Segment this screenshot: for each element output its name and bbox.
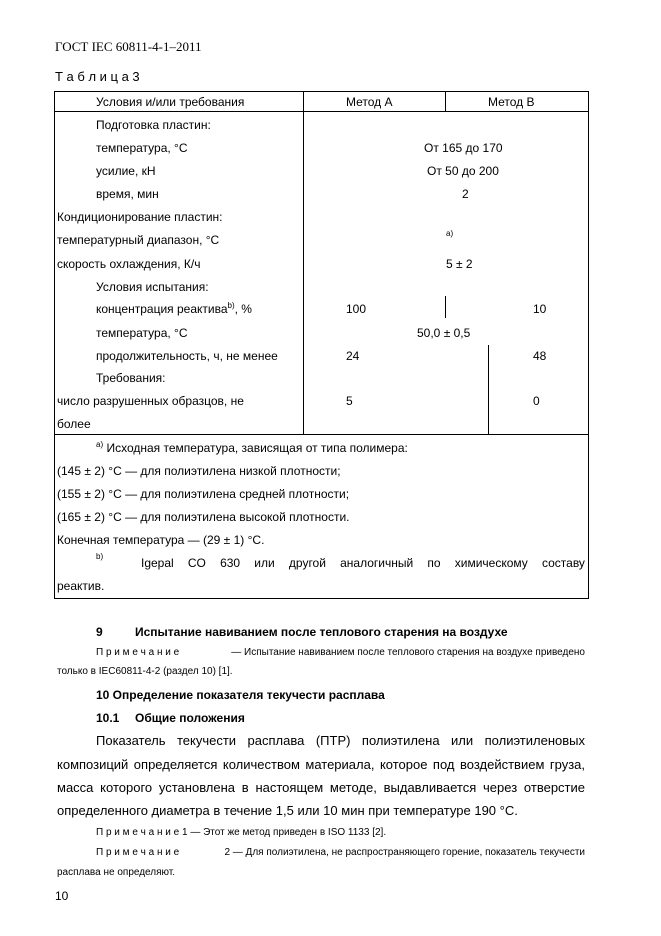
row-time-value: 2 <box>462 187 469 201</box>
row-cooling-rate-label: скорость охлаждения, К/ч <box>57 257 201 271</box>
row-test-conditions: Условия испытания: <box>96 280 209 294</box>
header-method-a: Метод А <box>346 95 393 109</box>
header-method-b: Метод В <box>488 95 535 109</box>
row-duration-method-b: 48 <box>533 349 547 363</box>
section-9-note-line2: только в IEC60811-4-2 (раздел 10) [1]. <box>57 666 233 677</box>
footnote-b-line: Igepal CO 630 или другой аналогичный по химическому составу <box>141 556 585 570</box>
footnote-final-temp: Конечная температура — (29 ± 1) °С. <box>57 533 265 547</box>
row-temp-range-label: температурный диапазон, °С <box>57 233 220 247</box>
footnote-a-low: (145 ± 2) °С — для полиэтилена низкой плотности; <box>57 464 341 478</box>
section-10-1-title: Общие положения <box>135 711 245 725</box>
row-test-temp-value: 50,0 ± 0,5 <box>417 326 471 340</box>
paragraph-line-1: Показатель текучести расплава (ПТР) полиэтилена или полиэтиленовых <box>96 733 585 748</box>
section-9-number: 9 <box>96 625 103 639</box>
paragraph-line-4: определенного диаметра в течение 1,5 или 10 мин при температуре 190 °С. <box>57 803 518 818</box>
page-number: 10 <box>55 889 69 903</box>
row-temp-range-footnote: a) <box>446 229 454 238</box>
section-10-1-number: 10.1 <box>96 711 120 725</box>
row-time-label: время, мин <box>96 187 159 201</box>
paragraph-line-2: композиций определяется количеством материала, которое под воздействием груза, <box>57 757 585 772</box>
section-9-title: Испытание навиванием после теплового старения на воздухе <box>135 625 508 639</box>
row-temperature-label: температура, °С <box>96 141 188 155</box>
row-force-label: усилие, кН <box>96 164 156 178</box>
row-duration-method-a: 24 <box>346 349 360 363</box>
section-9-note: П р и м е ч а н и е — Испытание навиванием после теплового старения на воздухе приведено <box>96 647 585 658</box>
document-id: ГОСТ IEC 60811-4-1–2011 <box>55 39 202 54</box>
header-conditions: Условия и/или требования <box>96 95 245 109</box>
row-failed-label-1: число разрушенных образцов, не <box>57 394 244 408</box>
row-failed-label-2: более <box>57 417 91 431</box>
row-temperature-value: От 165 до 170 <box>424 141 503 155</box>
section-10-note-2-line2: расплава не определяют. <box>57 867 176 878</box>
footnote-b-marker: b) <box>96 552 104 561</box>
paragraph-line-3: масса которого установлена в настоящем методе, выдавливается через отверстие <box>57 780 585 795</box>
section-10-title: 10 Определение показателя текучести расплава <box>96 688 385 702</box>
row-reagent-method-a: 100 <box>346 302 367 316</box>
row-requirements: Требования: <box>96 371 166 385</box>
footnote-a: $^{a)}$ Исходная температура, зависящая от типа полимера: <box>96 440 408 455</box>
row-test-temp-label: температура, °С <box>96 326 188 340</box>
row-reagent-label: концентрация реактива$^{b)}$, % <box>96 301 252 316</box>
row-failed-method-a: 5 <box>346 394 353 408</box>
footnote-b-end: реактив. <box>57 579 105 593</box>
row-conditioning: Кондиционирование пластин: <box>57 210 223 224</box>
row-force-value: От 50 до 200 <box>427 164 499 178</box>
section-10-note-1: П р и м е ч а н и е 1 — Этот же метод приведен в ISO 1133 [2]. <box>96 827 387 838</box>
row-plate-prep: Подготовка пластин: <box>96 118 211 132</box>
row-failed-method-b: 0 <box>533 394 540 408</box>
row-cooling-rate-value: 5 ± 2 <box>446 257 473 271</box>
row-reagent-method-b: 10 <box>533 302 547 316</box>
footnote-a-medium: (155 ± 2) °С — для полиэтилена средней плотности; <box>57 487 350 501</box>
row-duration-label: продолжительность, ч, не менее <box>96 349 278 363</box>
table-caption: Т а б л и ц а 3 <box>55 69 140 84</box>
footnote-a-high: (165 ± 2) °С — для полиэтилена высокой плотности. <box>57 510 350 524</box>
section-10-note-2: П р и м е ч а н и е 2 — Для полиэтилена, не распространяющего горение, показатель текучести <box>96 847 585 858</box>
